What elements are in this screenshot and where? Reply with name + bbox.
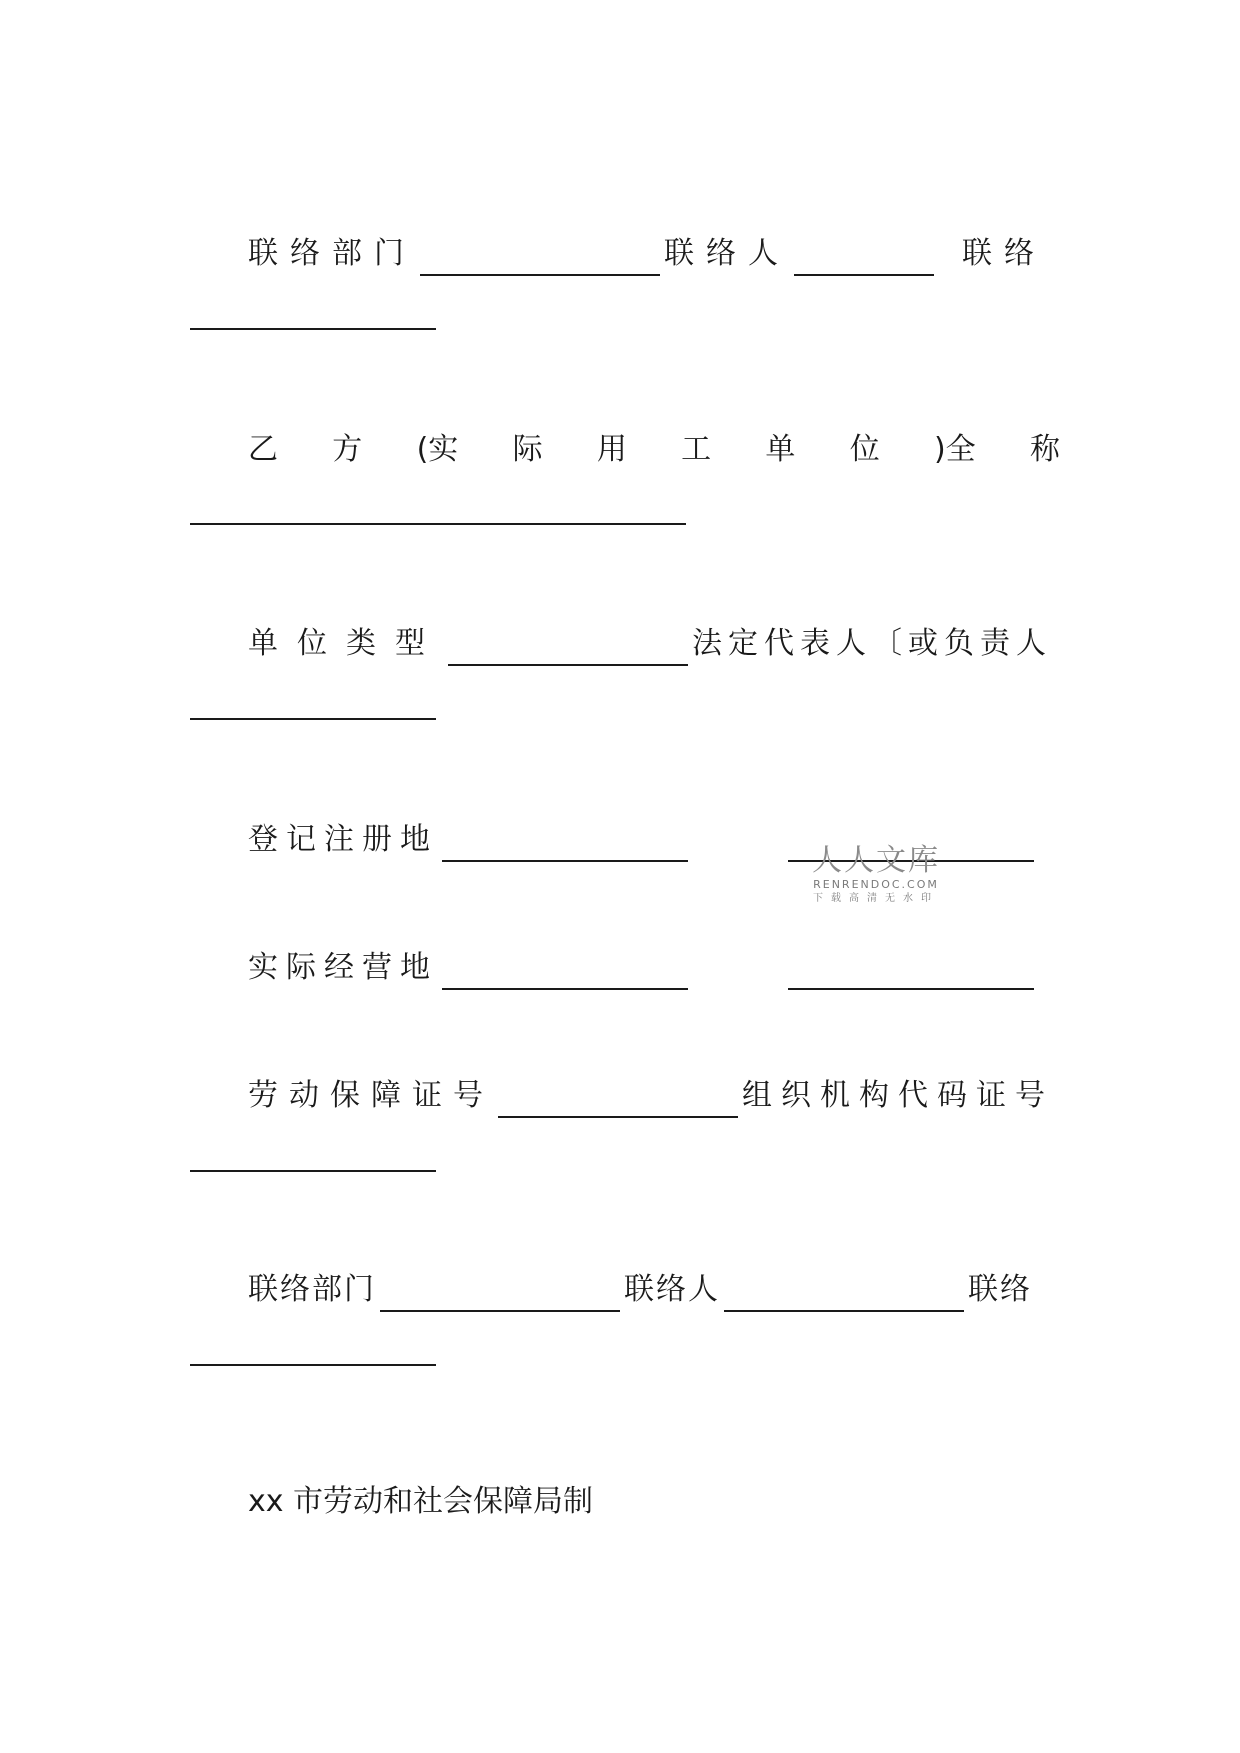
party-b-char-1: 乙 — [248, 432, 278, 467]
unit-type-row — [248, 622, 1068, 666]
contact-person-label-1: 联络人 — [664, 236, 790, 271]
contact-person-field-2[interactable] — [724, 1276, 964, 1312]
party-b-char-2: 方 — [332, 432, 363, 467]
party-b-char-3: (实 — [416, 432, 459, 467]
watermark-cn: 人人文库 — [812, 843, 940, 878]
license-row — [248, 1074, 1068, 1118]
legal-rep-label: 法定代表人〔或负责人 — [692, 626, 1052, 661]
business-address-field-1[interactable] — [442, 954, 688, 990]
unit-type-label: 单位类型 — [248, 626, 444, 661]
party-b-char-4: 际 — [512, 432, 543, 467]
labor-license-label: 劳动保障证号 — [248, 1078, 494, 1113]
registered-address-field-1[interactable] — [442, 826, 688, 862]
party-b-name-field[interactable] — [190, 523, 686, 525]
org-code-field[interactable] — [190, 1170, 436, 1172]
party-b-char-6: 工 — [681, 432, 712, 467]
party-b-char-7: 单 — [765, 432, 796, 467]
party-b-name-row — [248, 428, 1060, 472]
party-b-char-5: 用 — [596, 432, 627, 467]
issuer-footer: xx 市劳动和社会保障局制 — [248, 1484, 594, 1519]
business-address-row — [248, 946, 1068, 990]
party-b-char-8: 位 — [849, 432, 880, 467]
labor-license-field[interactable] — [498, 1082, 738, 1118]
contact-person-field-1[interactable] — [794, 240, 934, 276]
watermark-logo — [806, 844, 946, 905]
contact-dept-field-2[interactable] — [380, 1276, 620, 1312]
unit-type-field[interactable] — [448, 630, 688, 666]
contact-dept-label-1: 联络部门 — [248, 236, 416, 271]
watermark-en: RENRENDOC.COM — [813, 878, 939, 891]
contact-person-label-2: 联络人 — [624, 1272, 720, 1307]
registered-address-label: 登记注册地 — [248, 822, 438, 857]
business-address-field-2[interactable] — [788, 954, 1034, 990]
legal-rep-field[interactable] — [190, 718, 436, 720]
contact-row-2 — [248, 1268, 1068, 1312]
party-b-char-10: 称 — [1029, 432, 1060, 467]
contact-label-2: 联络 — [968, 1272, 1032, 1307]
party-b-char-9: )全 — [933, 432, 976, 467]
business-address-label: 实际经营地 — [248, 950, 438, 985]
contact-dept-field-1[interactable] — [420, 240, 660, 276]
watermark-sub: 下载高清无水印 — [813, 893, 939, 904]
contact-row-1 — [248, 232, 1068, 276]
contact-dept-label-2: 联络部门 — [248, 1272, 376, 1307]
contact-field-1[interactable] — [190, 328, 436, 330]
contact-label-1: 联络 — [962, 236, 1046, 271]
org-code-label: 组织机构代码证号 — [742, 1078, 1054, 1113]
contact-field-2[interactable] — [190, 1364, 436, 1366]
